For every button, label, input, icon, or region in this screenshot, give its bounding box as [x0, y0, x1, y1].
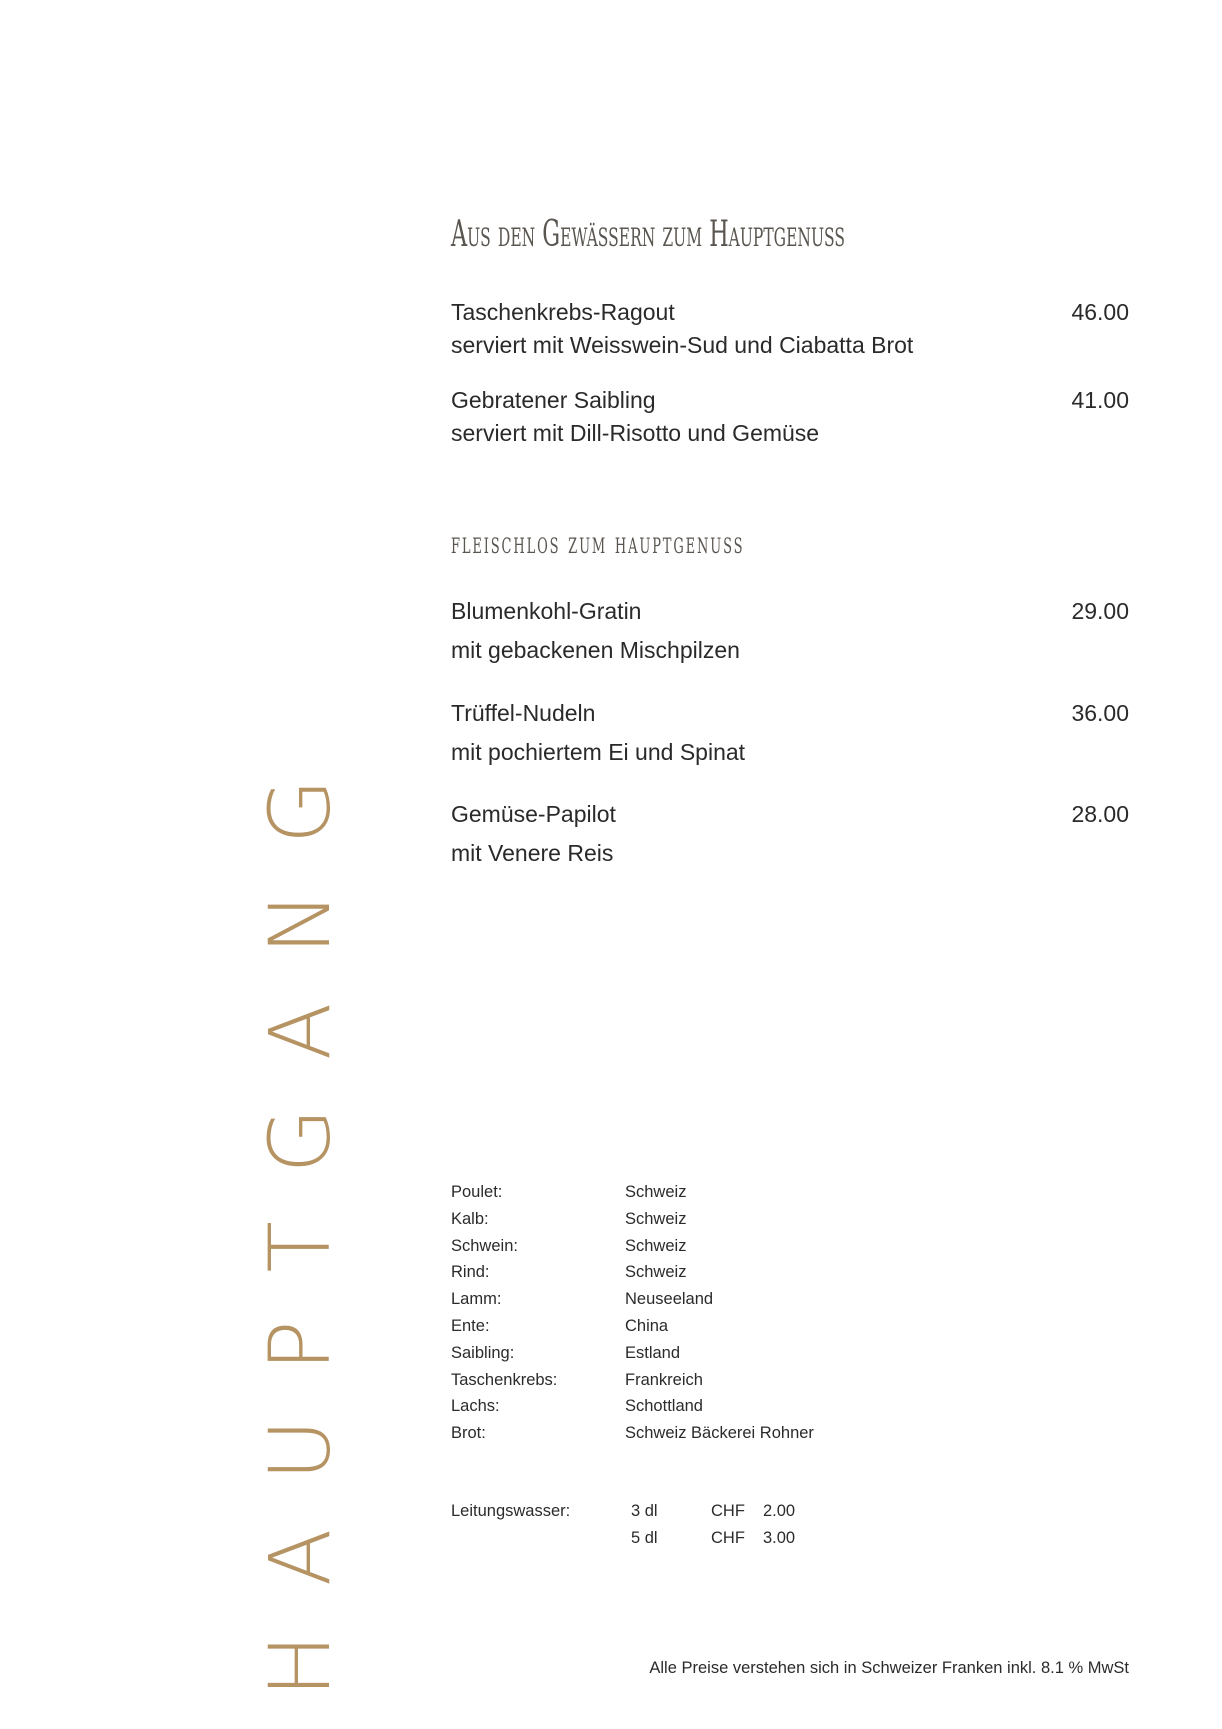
origin-row — [451, 1313, 814, 1340]
origin-row — [451, 1259, 814, 1286]
origin-label: Brot: — [451, 1424, 486, 1443]
section-title-vegetarian: fleischlos zum hauptgenuss — [451, 526, 745, 561]
dish-name: Taschenkrebs-Ragout — [451, 299, 675, 325]
dish-name: Trüffel-Nudeln — [451, 700, 596, 726]
origin-row — [451, 1367, 814, 1394]
origin-row — [451, 1393, 814, 1420]
water-row — [451, 1498, 795, 1525]
water-price: 2.00 — [763, 1502, 796, 1520]
dish-name: Blumenkohl-Gratin — [451, 598, 642, 624]
origin-label: Lamm: — [451, 1290, 502, 1309]
origin-row — [451, 1206, 814, 1233]
dish-price: 29.00 — [1071, 598, 1129, 624]
water-price-list — [451, 1498, 795, 1552]
origin-value: Schottland — [625, 1397, 703, 1416]
dish-trueffel-nudeln — [451, 694, 1129, 772]
dish-gemuese-papilot — [451, 795, 1129, 873]
dish-taschenkrebs-ragout — [451, 296, 1129, 362]
origin-value: Schweiz Bäckerei Rohner — [625, 1424, 814, 1443]
dish-description: mit pochiertem Ei und Spinat — [451, 739, 746, 765]
origin-value: Schweiz — [625, 1183, 687, 1201]
origin-row — [451, 1179, 814, 1206]
dish-description: mit gebackenen Mischpilzen — [451, 637, 740, 663]
origin-value: Frankreich — [625, 1370, 703, 1389]
dish-blumenkohl-gratin — [451, 592, 1129, 670]
origin-label: Taschenkrebs: — [451, 1370, 558, 1389]
price-note-footer: Alle Preise verstehen sich in Schweizer Franken inkl. 8.1 % MwSt — [649, 1659, 1129, 1677]
origin-row — [451, 1340, 814, 1367]
water-currency: CHF — [711, 1528, 745, 1547]
origin-value: Schweiz — [625, 1209, 687, 1228]
origin-label: Rind: — [451, 1263, 490, 1282]
dish-price: 46.00 — [1071, 299, 1129, 325]
origin-label: Ente: — [451, 1316, 490, 1335]
dish-name: Gemüse-Papilot — [451, 801, 616, 827]
section-title-fish: Aus den Gewässern zum Hauptgenuss — [451, 214, 845, 255]
origin-value: Schweiz — [625, 1236, 687, 1255]
water-currency: CHF — [711, 1502, 745, 1520]
origin-list — [451, 1179, 814, 1447]
dish-description: serviert mit Dill-Risotto und Gemüse — [451, 420, 820, 446]
dish-gebratener-saibling — [451, 384, 1129, 450]
dish-price: 28.00 — [1071, 801, 1129, 827]
dish-description: serviert mit Weisswein-Sud und Ciabatta Brot — [451, 332, 914, 358]
origin-label: Poulet: — [451, 1183, 503, 1201]
origin-value: China — [625, 1316, 669, 1335]
water-label: Leitungswasser: — [451, 1502, 571, 1520]
water-row — [451, 1525, 795, 1552]
origin-label: Kalb: — [451, 1209, 489, 1228]
origin-value: Schweiz — [625, 1263, 687, 1282]
origin-label: Saibling: — [451, 1343, 515, 1362]
origin-row — [451, 1286, 814, 1313]
origin-label: Schwein: — [451, 1236, 518, 1255]
side-title-hauptgang: HAUPTGANG — [251, 730, 349, 1698]
origin-row — [451, 1420, 814, 1447]
dish-name: Gebratener Saibling — [451, 387, 656, 413]
origin-row — [451, 1233, 814, 1260]
dish-price: 41.00 — [1071, 387, 1129, 413]
water-size: 3 dl — [631, 1502, 658, 1520]
origin-value: Neuseeland — [625, 1290, 714, 1309]
water-label-spacer — [451, 1525, 631, 1552]
origin-value: Estland — [625, 1343, 681, 1362]
dish-price: 36.00 — [1071, 700, 1129, 726]
dish-description: mit Venere Reis — [451, 840, 614, 866]
origin-label: Lachs: — [451, 1397, 500, 1416]
water-price: 3.00 — [763, 1528, 796, 1547]
water-size: 5 dl — [631, 1528, 658, 1547]
